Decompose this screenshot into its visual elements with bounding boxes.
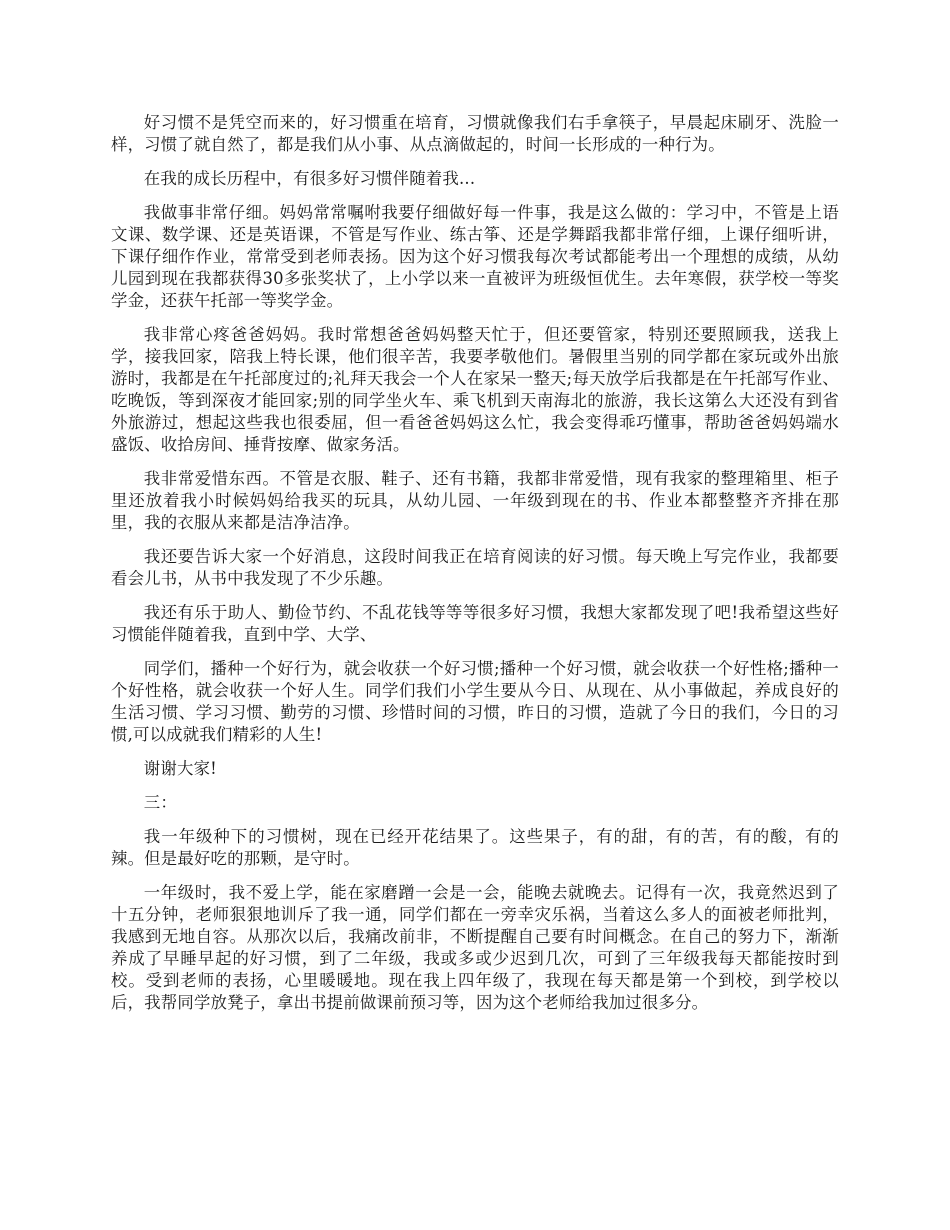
- paragraph: 我还要告诉大家一个好消息，这段时间我正在培育阅读的好习惯。每天晚上写完作业，我都要看会儿书，从书中我发现了不少乐趣。: [111, 547, 839, 588]
- paragraph: 我做事非常仔细。妈妈常常嘱咐我要仔细做好每一件事，我是这么做的：学习中，不管是上语文课、数学课、还是英语课，不管是写作业、练古筝、还是学舞蹈我都非常仔细，上课仔细听讲，下课仔细作作业，常常受到老师表扬。因为这个好习惯我每次考试都能考出一个理想的成绩，从幼儿园到现在我都获得30多张奖状了，上小学以来一直被评为班级恒优生。去年寒假，获学校一等奖学金，还获午托部一等奖学金。: [111, 203, 839, 310]
- section-number: 三：: [143, 793, 177, 812]
- paragraph: 好习惯不是凭空而来的，好习惯重在培育，习惯就像我们右手拿筷子，早晨起床刷牙、洗脸一样，习惯了就自然了，都是我们从小事、从点滴做起的，时间一长形成的一种行为。: [111, 113, 839, 154]
- paragraph: 我非常爱惜东西。不管是衣服、鞋子、还有书籍，我都非常爱惜，现有我家的整理箱里、柜子里还放着我小时候妈妈给我买的玩具，从幼儿园、一年级到现在的书、作业本都整整齐齐排在那里，我的衣服从来都是洁净洁净。: [111, 469, 839, 532]
- paragraph: 我一年级种下的习惯树，现在已经开花结果了。这些果子，有的甜，有的苦，有的酸，有的辣。但是最好吃的那颗，是守时。: [111, 827, 839, 868]
- document-body: [111, 112, 839, 1026]
- paragraph: 我非常心疼爸爸妈妈。我时常想爸爸妈妈整天忙于，但还要管家，特别还要照顾我，送我上学，接我回家，陪我上特长课，他们很辛苦，我要孝敬他们。暑假里当别的同学都在家玩或外出旅游时，我都是在午托部度过的;礼拜天我会一个人在家呆一整天;每天放学后我都是在午托部写作业、吃晚饭，等到深夜才能回家;别的同学坐火车、乘飞机到天南海北的旅游，我长这第么大还没有到省外旅游过，想起这些我也很委屈，但一看爸爸妈妈这么忙，我会变得乖巧懂事，帮助爸爸妈妈端水盛饭、收拾房间、捶背按摩、做家务活。: [111, 325, 839, 454]
- paragraph: 在我的成长历程中，有很多好习惯伴随着我...: [143, 169, 476, 188]
- paragraph: 谢谢大家!: [143, 759, 217, 778]
- paragraph: 一年级时，我不爱上学，能在家磨蹭一会是一会，能晚去就晚去。记得有一次，我竟然迟到了十五分钟，老师狠狠地训斥了我一通，同学们都在一旁幸灾乐祸，当着这么多人的面被老师批判，我感到无地自容。从那次以后，我痛改前非，不断提醒自己要有时间概念。在自己的努力下，渐渐养成了早睡早起的好习惯，到了二年级，我或多或少迟到几次，可到了三年级我每天都能按时到校。受到老师的表扬，心里暖暖地。现在我上四年级了，我现在每天都是第一个到校，到学校以后，我帮同学放凳子，拿出书提前做课前预习等，因为这个老师给我加过很多分。: [111, 883, 839, 1012]
- paragraph: 同学们，播种一个好行为，就会收获一个好习惯;播种一个好习惯，就会收获一个好性格;播种一个好性格，就会收获一个好人生。同学们我们小学生要从今日、从现在、从小事做起，养成良好的生活习惯、学习习惯、勤劳的习惯、珍惜时间的习惯，昨日的习惯，造就了今日的我们，今日的习惯,可以成就我们精彩的人生!: [111, 659, 839, 744]
- paragraph: 我还有乐于助人、勤俭节约、不乱花钱等等等很多好习惯，我想大家都发现了吧!我希望这些好习惯能伴随着我，直到中学、大学、: [111, 603, 839, 644]
